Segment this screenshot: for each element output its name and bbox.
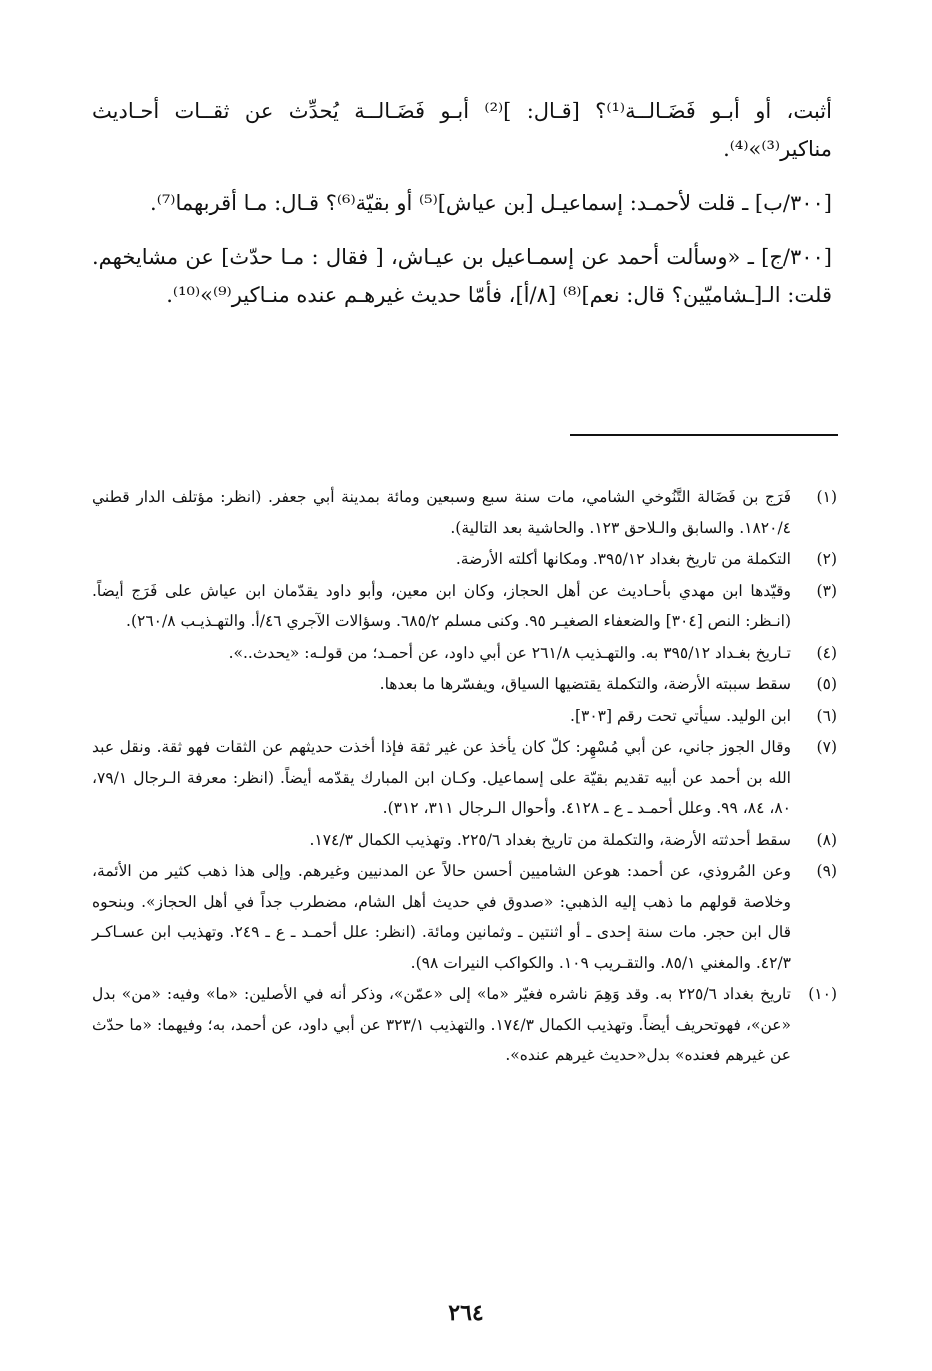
footnote-text: وقيّدها ابن مهدي بأحـاديث عن أهل الحجاز، وكان ابن معين، وأبو داود يقدّمان ابن عياش على فَرَج أيضاً. (انـظر: النص [٣٠٤] والضعفاء الصغيـر ٩٥. وكنى مسلم ٦٨٥/٢. وسؤالات الآجري ٤٦/أ. والتهـذيـب ٢٦٠/٨). [92,581,791,630]
footnote-3 [92,576,837,637]
footnote-text: وعن المُروذي، عن أحمد: هوعن الشاميين أحسن حالاً عن المدنيين وغيرهم. وإلى هذا ذهب كثير من الأئمة، وخلاصة قولهم ما ذهب إليه الذهبي: «صدوق في حديث أهل الشام، مضطرب جداً في أهل الحجاز». وبنحوه قال ابن حجر. مات سنة إحدى ـ أو اثنتين ـ وثمانين ومائة. (انظر: علل أحمـد ـ ع ـ ٢٤٩. وتهذيب ابن عسـاكـر ٤٢/٣. والمغني ٨٥/١. والتقـريب ١٠٩. والكواكب النيرات ٩٨). [92,862,791,972]
footnote-10 [92,979,837,1071]
footnote-number: (٩) [816,862,837,880]
footnote-number: (٣) [816,581,837,600]
footnote-number: (٨) [816,830,837,849]
footnotes [92,482,837,1072]
footnote-6 [92,701,837,732]
footnote-4 [92,638,837,669]
footnote-text: سقط سببته الأرضة، والتكملة يقتضيها السياق، ويفسّرها ما بعدها. [379,675,791,693]
footnote-number: (٥) [816,675,837,693]
main-paragraph-3: [٣٠٠/ج] ـ «وسألت أحمد عن إسمـاعيل بن عيـاش، [ فقال : مـا حدّث] عن مشايخهم. قلت: الـ[ـشاميّين؟ قال: نعم]⁽⁸⁾ [٨/أ]، فأمّا حديث غيرهـم عنده منـاكير⁽⁹⁾»⁽¹⁰⁾. [92,245,832,307]
footnote-text: وقال الجوز جاني، عن أبي مُسْهِر: كلّ كان يأخذ عن غير ثقة فإذا أخذت حديثهم عن الثقات فهو ثقة. ونقل عبد الله بن أحمد عن أبيه تقديم بقيّة على إسماعيل. وكـان ابن المبارك يقدّمه أيضاً. (انظر: معرفة الـرجال ٧٩/١، ٨٠، ٨٤، ٩٩. وعلل أحمـد ـ ع ـ ٤١٢٨. وأحوال الـرجال ٣١١، ٣١٢). [92,738,791,817]
footnote-1 [92,482,837,543]
footnote-text: سقط أحدثته الأرضة، والتكملة من تاريخ بغداد ٢٢٥/٦. وتهذيب الكمال ١٧٤/٣. [309,830,791,849]
footnote-text: التكملة من تاريخ بغداد ٣٩٥/١٢. ومكانها أكلته الأرضة. [455,550,791,568]
footnote-8 [92,825,837,856]
footnote-number: (٧) [816,738,837,756]
footnote-7 [92,732,837,824]
main-paragraph-1: أثبت، أو أبـو فَضَـالــة⁽¹⁾؟ [قـال: ]⁽²⁾ أبـو فَضَـالــة يُحدِّث عن ثقــات أحـاديث مناكير⁽³⁾»⁽⁴⁾. [92,99,832,161]
footnote-5 [92,669,837,700]
footnote-divider [570,434,838,436]
footnote-number: (١٠) [808,985,837,1003]
main-text [92,92,832,330]
footnote-text: فَرَج بن فَضَالة التَّنُوخي الشامي، مات سنة سبع وسبعين ومائة بمدينة أبي جعفر. (انظر: مؤتلف الدار قطني ١٨٢٠/٤. والسابق والـلاحق ١٢٣. والحاشية بعد التالية). [92,488,791,537]
footnote-2 [92,544,837,575]
footnote-9 [92,856,837,978]
footnote-number: (٦) [816,706,837,725]
footnote-text: ابن الوليد. سيأتي تحت رقم [٣٠٣]. [570,706,791,725]
page-number: ٢٦٤ [448,1300,484,1326]
footnote-number: (١) [816,488,837,506]
main-paragraph-2: [٣٠٠/ب] ـ قلت لأحمـد: إسماعيـل [بن عياش]⁽⁵⁾ أو بقيّة⁽⁶⁾؟ قـال: مـا أقربهما⁽⁷⁾. [150,191,832,215]
footnote-number: (٤) [816,643,837,662]
footnote-text: تاريخ بغداد ٢٢٥/٦ به. وقد وَهِمَ ناشره فغيّر «ما» إلى «عمّن»، وذكر أنه في الأصلين: «ما» وفيه: «من» بدل «عن»، فهوتحريف أيضاً. وتهذيب الكمال ١٧٤/٣. والتهذيب ٣٢٣/١ عن أبي داود، عن أحمد، به؛ وفيهما: «ما حدّث عن غيرهم فعنده» بدل«حديث غيرهم عنده». [92,985,791,1064]
footnote-text: تـاريخ بغـداد ٣٩٥/١٢ به. والتهـذيب ٢٦١/٨ عن أبي داود، عن أحمـد؛ من قولـه: «يحدث..». [228,643,791,662]
footnote-number: (٢) [816,550,837,568]
